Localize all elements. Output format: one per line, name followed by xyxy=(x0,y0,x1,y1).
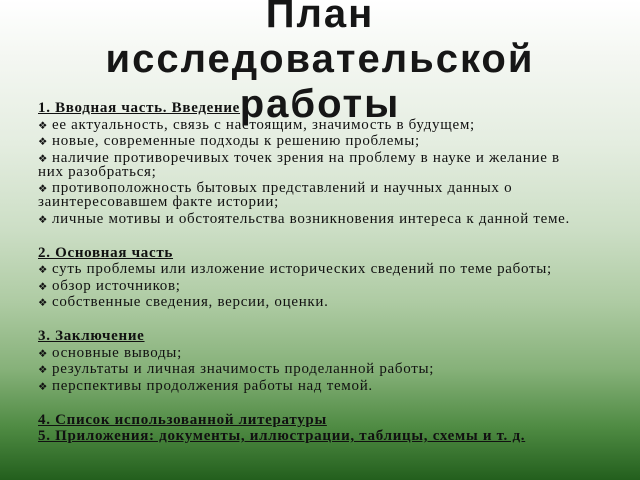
diamond-bullet-icon xyxy=(38,296,52,310)
list-item-text: основные выводы; xyxy=(52,344,182,361)
diamond-bullet-icon xyxy=(38,263,52,277)
list-item-line xyxy=(38,134,628,148)
list-item-line xyxy=(38,195,628,209)
list-item xyxy=(38,346,628,360)
list-item xyxy=(38,181,628,209)
list-item-text: личные мотивы и обстоятельства возникновения интереса к данной теме. xyxy=(52,210,570,227)
list-item xyxy=(38,295,628,309)
section-heading: 5. Приложения: документы, иллюстрации, таблицы, схемы и т. д. xyxy=(38,428,526,444)
slide-body xyxy=(38,101,628,443)
diamond-bullet-icon xyxy=(38,135,52,149)
outline-section xyxy=(38,309,628,393)
list-item xyxy=(38,362,628,376)
list-item-text: обзор источников; xyxy=(52,277,181,294)
list-item-line xyxy=(38,181,628,195)
list-item-text: наличие противоречивых точек зрения на проблему в науке и желание в xyxy=(52,149,560,166)
slide-title-line: План xyxy=(265,0,375,36)
diamond-bullet-icon xyxy=(38,380,52,394)
slide-title-line: работы xyxy=(239,82,401,126)
section-heading: 3. Заключение xyxy=(38,328,145,344)
list-item-line xyxy=(38,362,628,376)
list-item-line xyxy=(38,379,628,393)
list-item xyxy=(38,262,628,276)
section-heading: 1. Вводная часть. Введение xyxy=(38,100,241,116)
diamond-bullet-icon xyxy=(38,347,52,361)
list-item-text: собственные сведения, версии, оценки. xyxy=(52,294,329,310)
list-item xyxy=(38,279,628,293)
list-item xyxy=(38,151,628,179)
list-item-line xyxy=(38,295,628,309)
slide-title-line: исследовательской xyxy=(105,37,535,81)
list-item-text: суть проблемы или изложение исторических сведений по теме работы; xyxy=(52,261,552,277)
section-heading: 4. Список использованной литературы xyxy=(38,411,327,428)
list-item-line xyxy=(38,262,628,276)
outline-section xyxy=(38,393,628,444)
list-item-line xyxy=(38,279,628,293)
list-item xyxy=(38,134,628,148)
list-item-text: результаты и личная значимость проделанной работы; xyxy=(52,361,435,377)
list-item-text: заинтересовавшем факте истории; xyxy=(38,194,280,210)
outline-section xyxy=(38,226,628,310)
diamond-bullet-icon xyxy=(38,363,52,377)
list-item xyxy=(38,379,628,393)
list-item-line xyxy=(38,346,628,360)
diamond-bullet-icon xyxy=(38,280,52,294)
list-item-line xyxy=(38,151,628,165)
list-item-text: них разобраться; xyxy=(38,163,157,180)
list-item-text: ее актуальность, связь с настоящим, значимость в будущем; xyxy=(52,116,475,133)
list-item-text: перспективы продолжения работы над темой. xyxy=(52,377,373,394)
list-item-line xyxy=(38,212,628,226)
section-heading: 2. Основная часть xyxy=(38,244,174,261)
list-item-text: противоположность бытовых представлений и научных данных о xyxy=(52,180,513,196)
list-item xyxy=(38,212,628,226)
slide-title xyxy=(0,0,640,127)
diamond-bullet-icon xyxy=(38,213,52,227)
list-item-line xyxy=(38,165,628,179)
list-item-text: новые, современные подходы к решению проблемы; xyxy=(52,133,420,149)
